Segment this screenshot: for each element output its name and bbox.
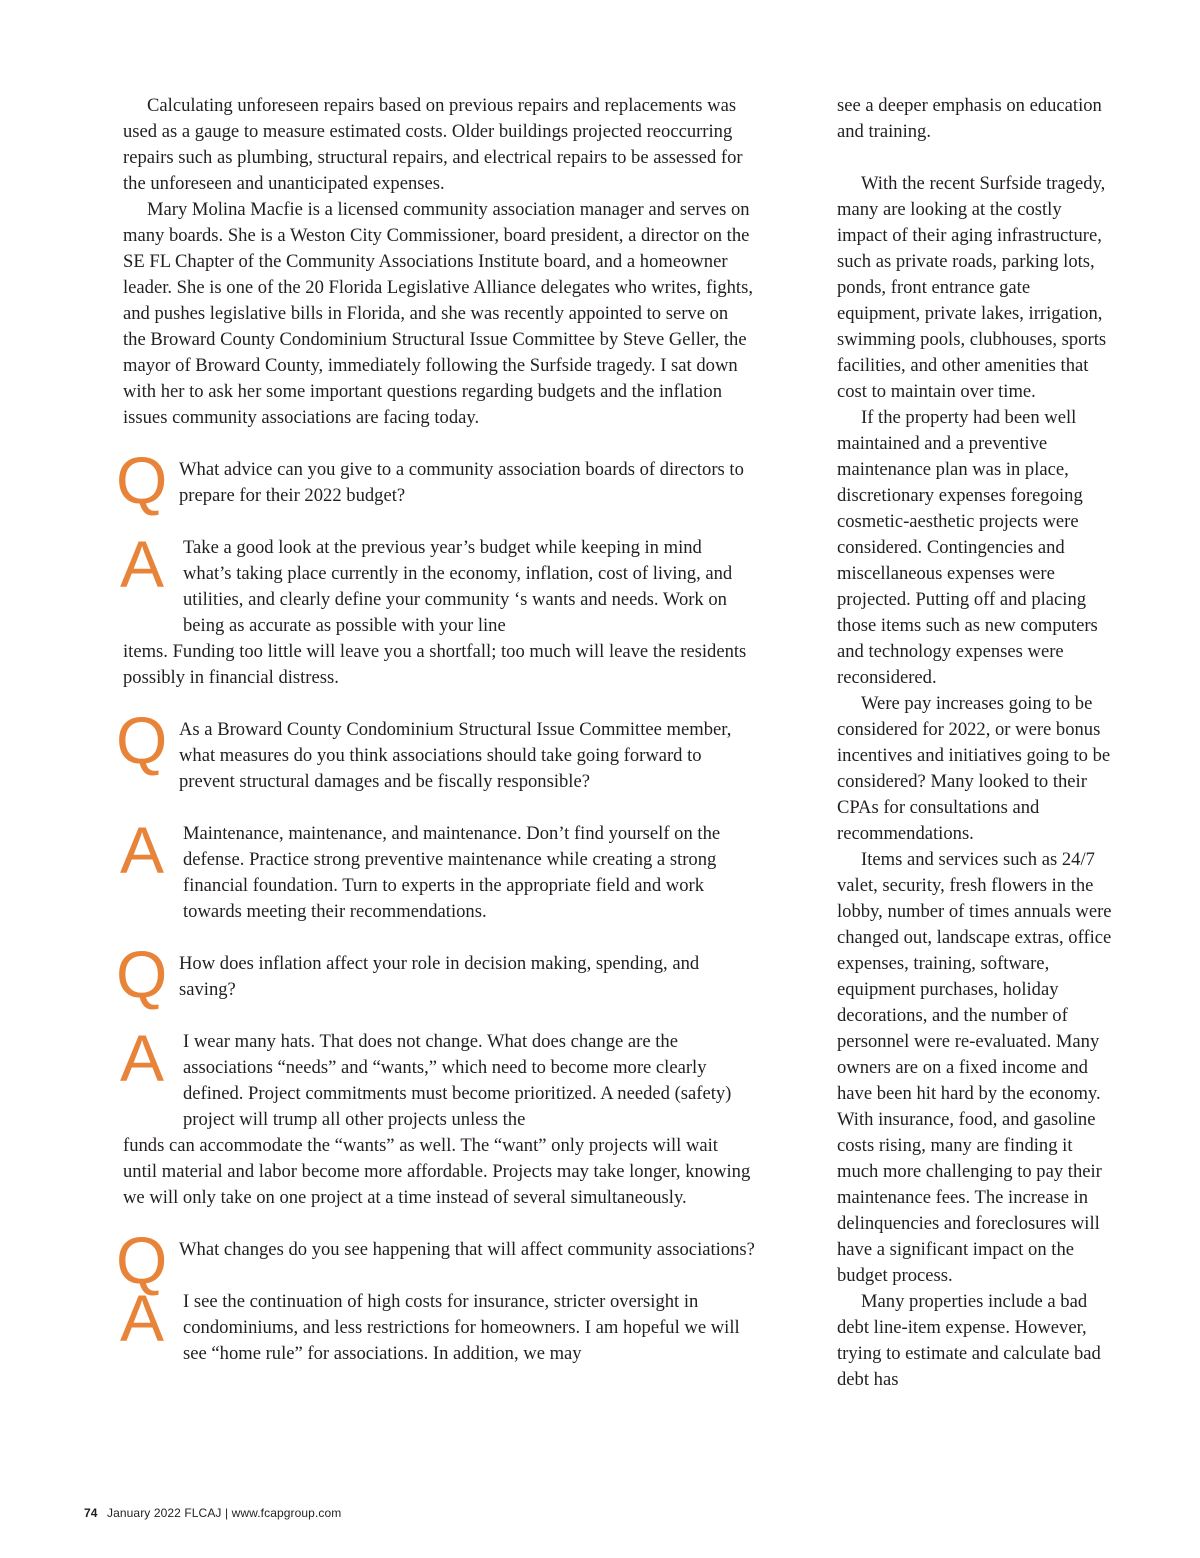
page-footer	[84, 1506, 341, 1520]
a-letter: A	[120, 1281, 165, 1355]
answer-text-continued: items. Funding too little will leave you a shortfall; too much will leave the residents possibly in financial distress.	[123, 641, 747, 688]
footer-text: January 2022 FLCAJ | www.fcapgroup.com	[107, 1506, 342, 1520]
question-text: How does inflation affect your role in decision making, spending, and saving?	[179, 953, 700, 1000]
right-paragraph-1: With the recent Surfside tragedy, many are looking at the costly impact of their aging infrastructure, such as private roads, parking lots, ponds, front entrance gate equipment, private lakes, irrigation, swimming pools, clubhouses, sports facilities, and other amenities that cost to maintain over time.	[837, 173, 1107, 402]
left-column	[116, 93, 755, 1367]
qa-question-4	[116, 1223, 755, 1297]
q-letter: Q	[116, 937, 168, 1011]
continuation-paragraph: see a deeper emphasis on education and training.	[837, 95, 1102, 142]
qa-question-3	[116, 937, 755, 1011]
q-letter: Q	[116, 443, 168, 517]
intro-paragraph-1: Calculating unforeseen repairs based on previous repairs and replacements was used as a gauge to measure estimated costs. Older buildings projected reoccurring repairs such as plumbing, structural repairs, and electrical repairs to be assessed for the unforeseen and unanticipated expenses.	[123, 95, 743, 194]
intro-paragraph-2: Mary Molina Macfie is a licensed community association manager and serves on many boards. She is a Weston City Commissioner, board president, a director on the SE FL Chapter of the Community Associations Institute board, and a homeowner leader. She is one of the 20 Florida Legislative Alliance delegates who writes, fights, and pushes legislative bills in Florida, and she was recently appointed to serve on the Broward County Condominium Structural Issue Committee by Steve Geller, the mayor of Broward County, immediately following the Surfside tragedy. I sat down with her to ask her some important questions regarding budgets and the inflation issues community associations are facing today.	[123, 199, 753, 428]
a-letter: A	[120, 527, 165, 601]
a-letter: A	[120, 813, 165, 887]
right-paragraph-4: Items and services such as 24/7 valet, security, fresh flowers in the lobby, number of times annuals were changed out, landscape extras, office expenses, training, software, equipment purchases, holiday decorations, and the number of personnel were re-evaluated. Many owners are on a fixed income and have been hit hard by the economy. With insurance, food, and gasoline costs rising, many are finding it much more challenging to pay their maintenance fees. The increase in delinquencies and foreclosures will have a significant impact on the budget process.	[837, 849, 1112, 1286]
page-number: 74	[84, 1506, 98, 1520]
q-letter: Q	[116, 1223, 168, 1297]
a-letter: A	[120, 1021, 165, 1095]
answer-text: I wear many hats. That does not change. What does change are the associations “needs” and “wants,” which need to become more clearly defined. Project commitments must become prioritized. A needed (safety) project will trump all other projects unless the	[183, 1031, 732, 1130]
question-text: What advice can you give to a community association boards of directors to prepare for their 2022 budget?	[179, 459, 744, 506]
question-text: What changes do you see happening that will affect community associations?	[179, 1239, 755, 1260]
right-paragraph-3: Were pay increases going to be considered for 2022, or were bonus incentives and initiatives going to be considered? Many looked to their CPAs for consultations and recommendations.	[837, 693, 1111, 844]
answer-text-continued: funds can accommodate the “wants” as well. The “want” only projects will wait until material and labor become more affordable. Projects may take longer, knowing we will only take on one project at a time instead of several simultaneously.	[123, 1135, 751, 1208]
answer-text: Maintenance, maintenance, and maintenance. Don’t find yourself on the defense. Practice strong preventive maintenance while creating a strong financial foundation. Turn to experts in the appropriate field and work towards meeting their recommendations.	[183, 823, 721, 922]
qa-question-2	[116, 703, 755, 795]
answer-text: Take a good look at the previous year’s budget while keeping in mind what’s taking place currently in the economy, inflation, cost of living, and utilities, and clearly define your community ‘s wants and needs. Work on being as accurate as possible with your line	[183, 537, 733, 636]
answer-text: I see the continuation of high costs for insurance, stricter oversight in condominiums, and less restrictions for homeowners. I am hopeful we will see “home rule” for associations. In addition, we may	[183, 1291, 740, 1364]
q-letter: Q	[116, 703, 168, 777]
qa-answer-4	[120, 1281, 755, 1367]
right-paragraph-2: If the property had been well maintained and a preventive maintenance plan was in place, discretionary expenses foregoing cosmetic-aesthetic projects were considered. Contingencies and miscellaneous expenses were projected. Putting off and placing those items such as new computers and technology expenses were reconsidered.	[837, 407, 1098, 688]
qa-answer-1	[120, 527, 755, 691]
right-column	[837, 93, 1115, 1393]
right-paragraph-5: Many properties include a bad debt line-item expense. However, trying to estimate and calculate bad debt has	[837, 1291, 1101, 1390]
qa-answer-2	[120, 813, 755, 925]
qa-answer-3	[120, 1021, 755, 1211]
qa-question-1	[116, 443, 755, 517]
question-text: As a Broward County Condominium Structural Issue Committee member, what measures do you think associations should take going forward to prevent structural damages and be fiscally responsible?	[179, 719, 732, 792]
